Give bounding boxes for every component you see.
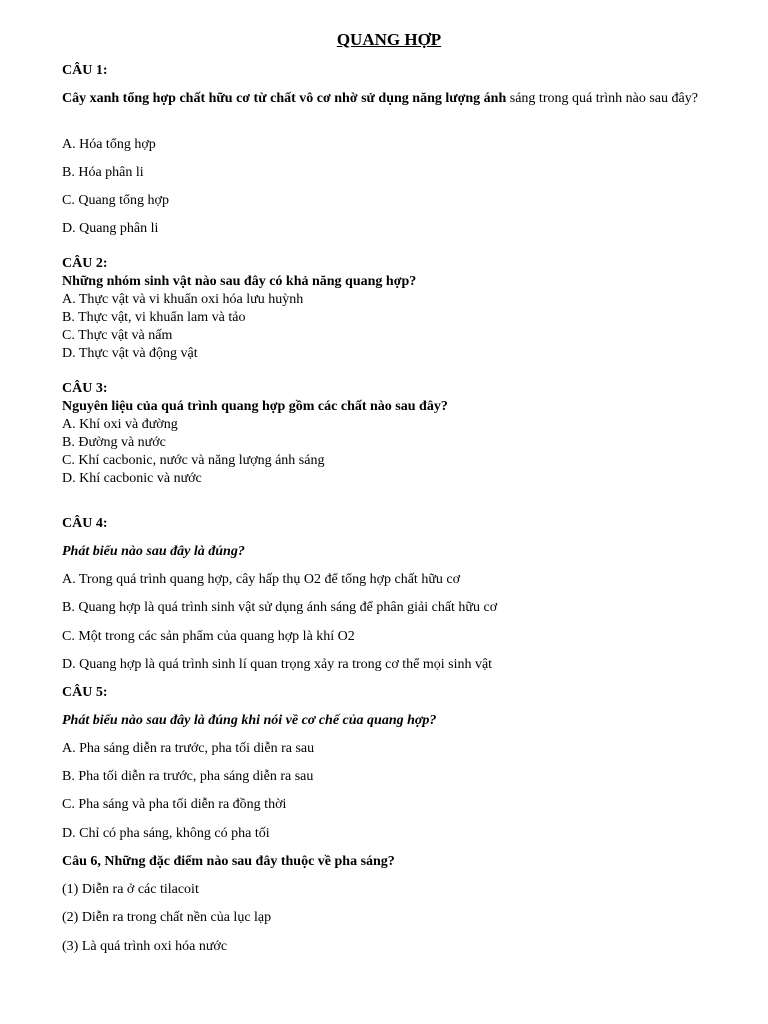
q3-heading: CÂU 3: xyxy=(62,381,108,396)
q1-option-d: D. Quang phân li xyxy=(62,221,159,236)
q5-option-a: A. Pha sáng diễn ra trước, pha tối diễn ra sau xyxy=(62,741,315,756)
q4-option-b: B. Quang hợp là quá trình sinh vật sử dụng ánh sáng để phân giải chất hữu cơ xyxy=(62,600,498,615)
q3-question: Nguyên liệu của quá trình quang hợp gồm các chất nào sau đây? xyxy=(62,399,448,414)
q1-heading: CÂU 1: xyxy=(62,63,108,78)
q2-option-a: A. Thực vật và vi khuẩn oxi hóa lưu huỳnh xyxy=(62,292,304,307)
q3-option-b: B. Đường và nước xyxy=(62,435,166,450)
q1-option-a: A. Hóa tổng hợp xyxy=(62,137,156,152)
q1-question xyxy=(62,90,732,107)
q5-option-b: B. Pha tối diễn ra trước, pha sáng diễn ra sau xyxy=(62,769,314,784)
q5-heading: CÂU 5: xyxy=(62,685,108,700)
q2-heading: CÂU 2: xyxy=(62,256,108,271)
q4-question: Phát biểu nào sau đây là đúng? xyxy=(62,544,245,559)
q1-option-b: B. Hóa phân li xyxy=(62,165,144,180)
q4-heading: CÂU 4: xyxy=(62,516,108,531)
document-title: QUANG HỢP xyxy=(336,30,442,49)
q6-item-3: (3) Là quá trình oxi hóa nước xyxy=(62,939,228,954)
q3-option-c: C. Khí cacbonic, nước và năng lượng ánh sáng xyxy=(62,453,325,468)
q4-option-a: A. Trong quá trình quang hợp, cây hấp thụ O2 để tổng hợp chất hữu cơ xyxy=(62,572,461,587)
q2-option-d: D. Thực vật và động vật xyxy=(62,346,198,361)
q2-option-b: B. Thực vật, vi khuẩn lam và tảo xyxy=(62,310,246,325)
q2-option-c: C. Thực vật và nấm xyxy=(62,328,173,343)
q6-item-2: (2) Diễn ra trong chất nền của lục lạp xyxy=(62,910,272,925)
q1-question-bold: Cây xanh tổng hợp chất hữu cơ từ chất vô cơ nhờ sử dụng năng lượng ánh xyxy=(62,91,507,106)
q4-option-c: C. Một trong các sản phẩm của quang hợp là khí O2 xyxy=(62,629,355,644)
q1-option-c: C. Quang tổng hợp xyxy=(62,193,169,208)
q6-question: Câu 6, Những đặc điểm nào sau đây thuộc về pha sáng? xyxy=(62,854,395,869)
q4-option-d: D. Quang hợp là quá trình sinh lí quan trọng xảy ra trong cơ thể mọi sinh vật xyxy=(62,657,493,672)
q5-option-c: C. Pha sáng và pha tối diễn ra đồng thời xyxy=(62,797,287,812)
q3-option-d: D. Khí cacbonic và nước xyxy=(62,471,202,486)
q5-question: Phát biểu nào sau đây là đúng khi nói về cơ chế của quang hợp? xyxy=(62,713,437,728)
q5-option-d: D. Chỉ có pha sáng, không có pha tối xyxy=(62,826,270,841)
q2-question: Những nhóm sinh vật nào sau đây có khả năng quang hợp? xyxy=(62,274,417,289)
q3-option-a: A. Khí oxi và đường xyxy=(62,417,178,432)
q6-item-1: (1) Diễn ra ở các tilacoit xyxy=(62,882,199,897)
q1-question-rest: sáng trong quá trình nào sau đây? xyxy=(506,91,698,106)
